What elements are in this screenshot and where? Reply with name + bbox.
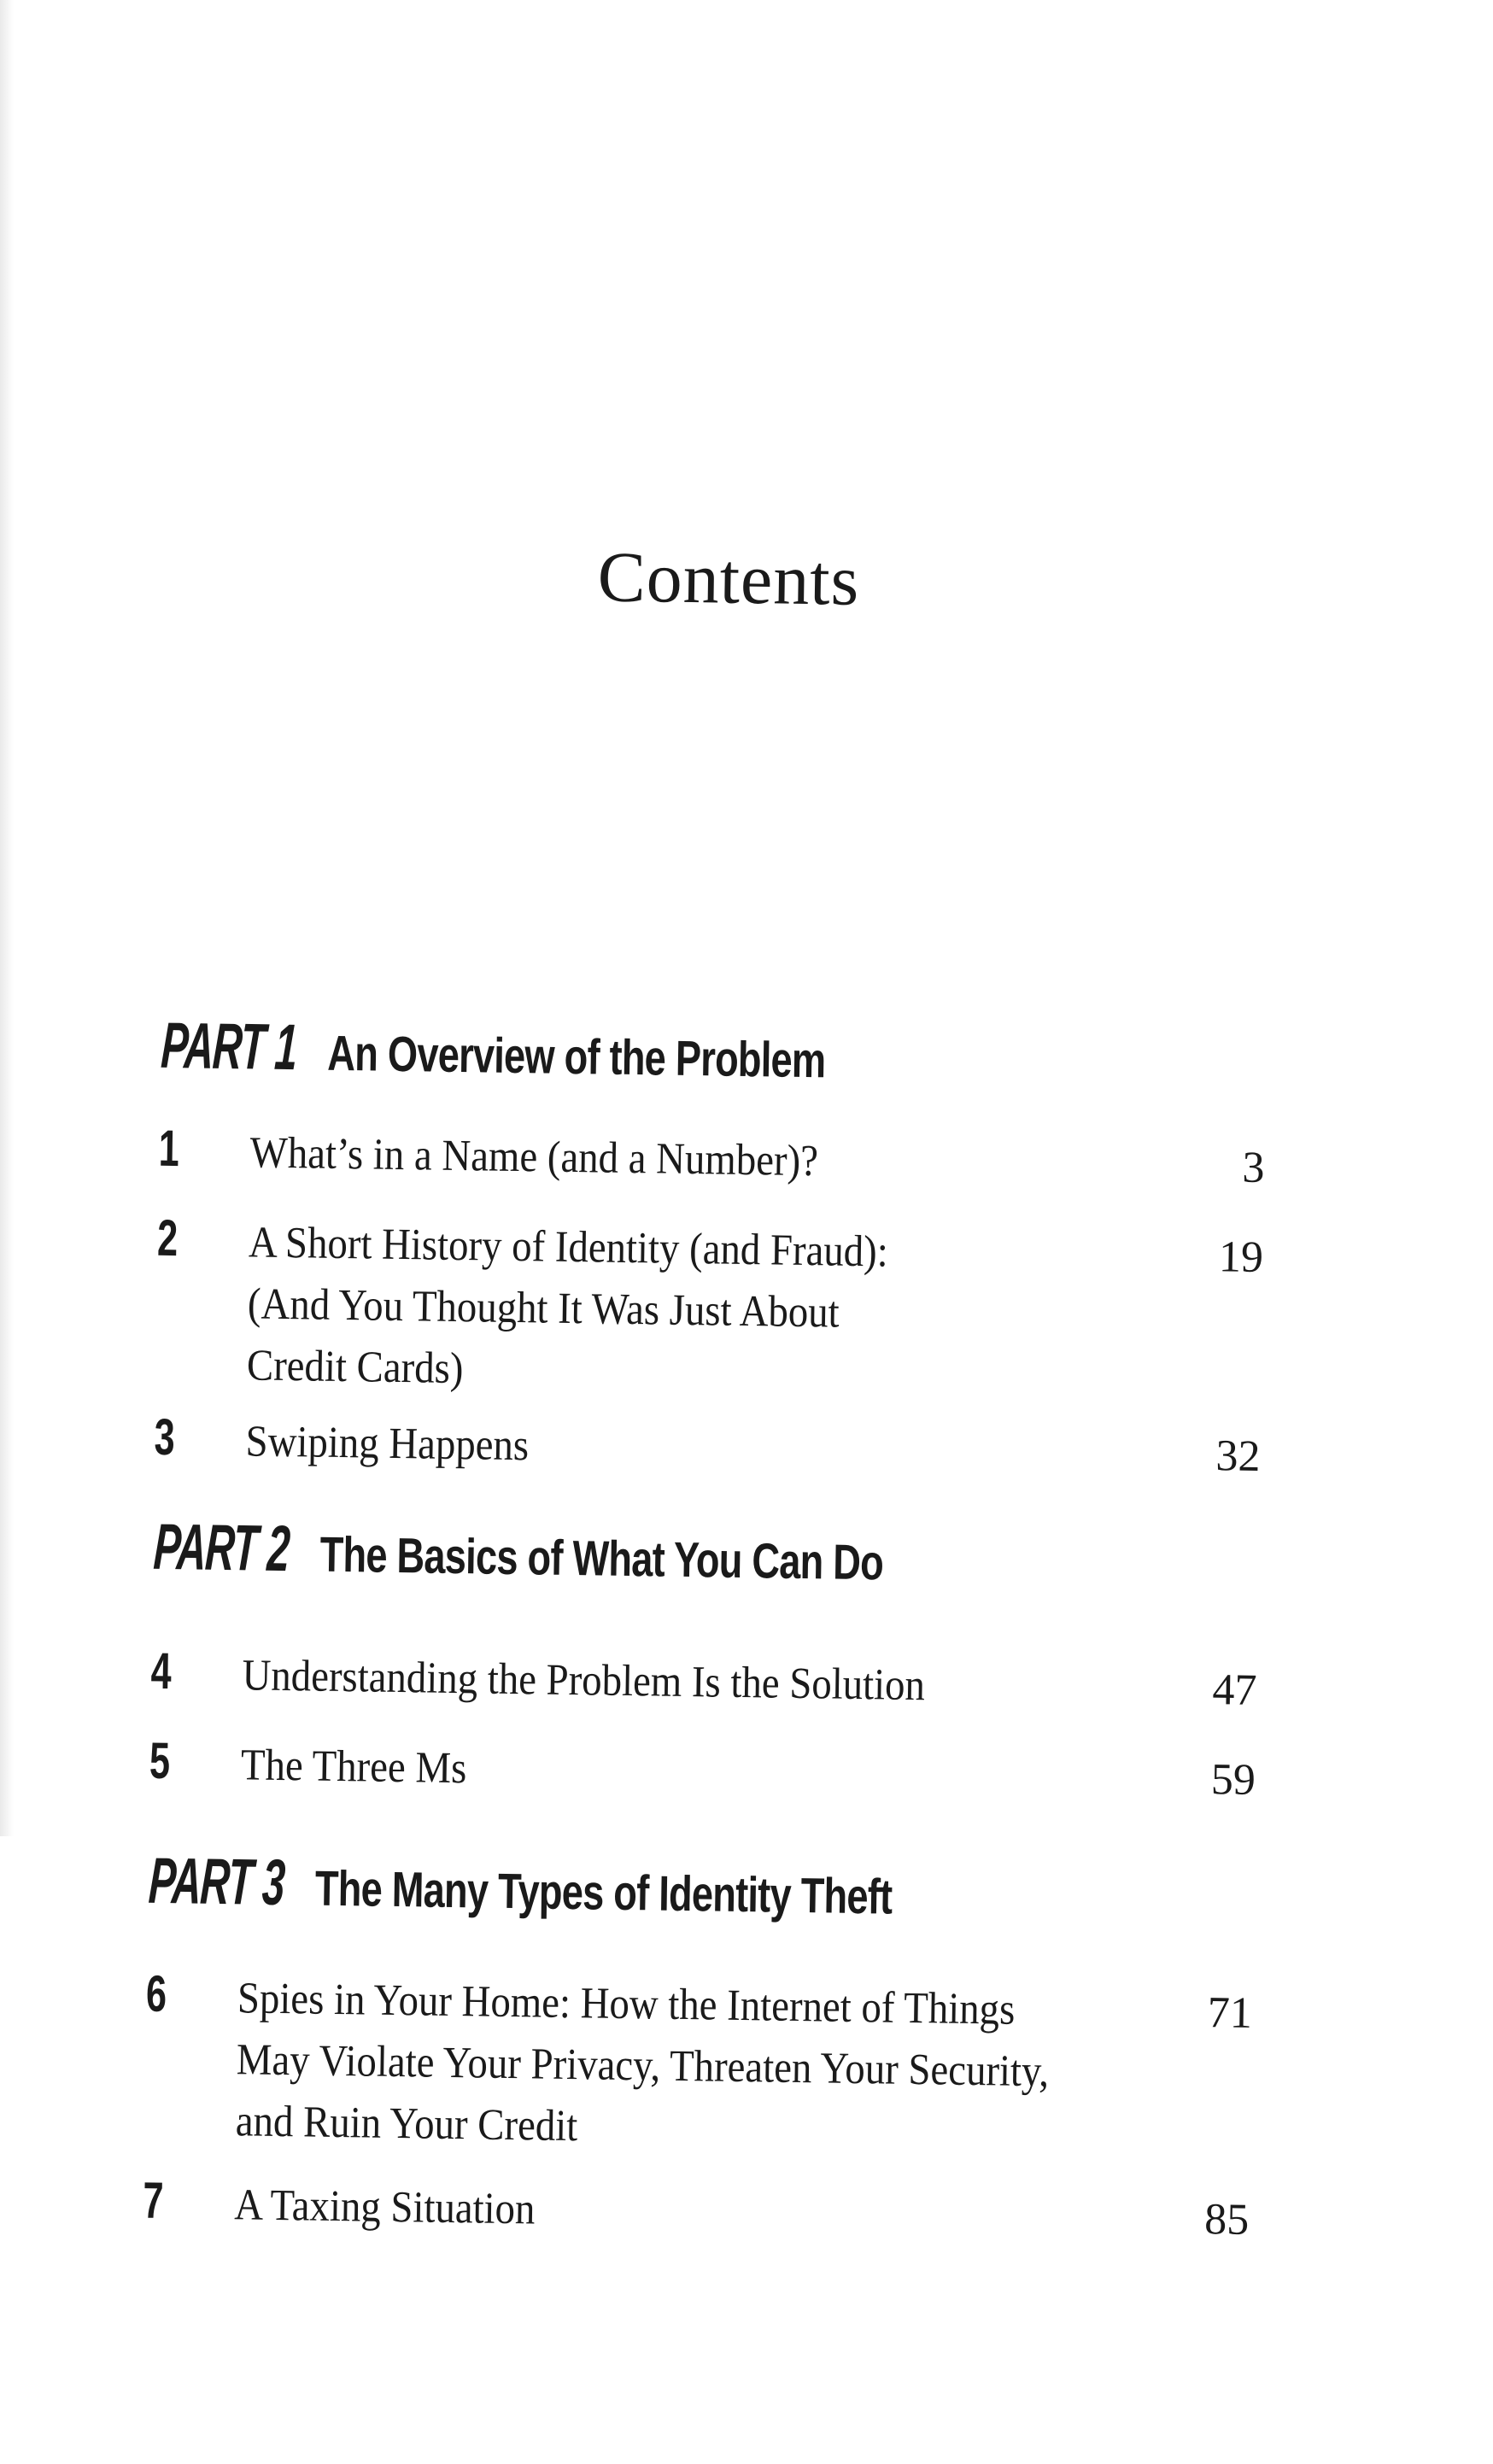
chapter-title-line: (And You Thought It Was Just About xyxy=(247,1279,840,1337)
page-title: Contents xyxy=(597,537,861,621)
chapter-entry-1 xyxy=(158,1118,1265,1199)
page-number: 19 xyxy=(1218,1232,1264,1282)
chapter-title-line: Swiping Happens xyxy=(245,1417,530,1471)
chapter-number: 3 xyxy=(154,1408,176,1466)
chapter-number: 1 xyxy=(158,1119,180,1178)
chapter-title-line: A Short History of Identity (and Fraud): xyxy=(248,1218,889,1277)
chapter-title xyxy=(249,1122,1180,1197)
chapter-title-line: What’s in a Name (and a Number)? xyxy=(249,1128,819,1186)
chapter-title-line: Spies in Your Home: How the Internet of Things xyxy=(237,1974,1016,2034)
page-number: 3 xyxy=(1242,1143,1265,1192)
chapter-number: 7 xyxy=(142,2171,164,2230)
chapter-title xyxy=(241,1735,1171,1810)
part-label: PART 1 xyxy=(159,1009,299,1085)
chapter-title-line: Understanding the Problem Is the Solution xyxy=(242,1651,926,1711)
page-number: 59 xyxy=(1210,1755,1256,1805)
part-label: PART 2 xyxy=(152,1510,291,1586)
part-heading-3 xyxy=(147,1844,1055,1928)
chapter-title-line: The Three Ms xyxy=(240,1741,467,1794)
chapter-title-line: A Taxing Situation xyxy=(233,2180,536,2234)
page-number: 85 xyxy=(1203,2195,1250,2245)
chapter-entry-5 xyxy=(149,1730,1256,1811)
chapter-number: 2 xyxy=(156,1209,179,1267)
chapter-entry-3 xyxy=(154,1407,1261,1488)
chapter-title xyxy=(242,1645,1172,1720)
part-heading-1 xyxy=(159,1009,967,1091)
chapter-title xyxy=(235,1968,1167,2166)
chapter-title xyxy=(246,1212,1178,1410)
part-label: PART 3 xyxy=(147,1844,286,1920)
page-number: 47 xyxy=(1212,1665,1257,1715)
page-number: 32 xyxy=(1215,1431,1261,1481)
page-number: 71 xyxy=(1207,1988,1253,2038)
chapter-entry-6 xyxy=(143,1964,1252,2168)
part-title: The Many Types of Identity Theft xyxy=(314,1860,893,1925)
chapter-entry-4 xyxy=(150,1641,1257,1722)
chapter-entry-7 xyxy=(143,2170,1250,2251)
chapter-title xyxy=(245,1411,1175,1486)
part-title: The Basics of What You Can Do xyxy=(319,1526,884,1591)
chapter-title-line: and Ruin Your Credit xyxy=(235,2097,578,2151)
chapter-title-line: Credit Cards) xyxy=(246,1341,464,1394)
chapter-title-line: May Violate Your Privacy, Threaten Your Security, xyxy=(236,2035,1050,2097)
chapter-number: 5 xyxy=(149,1731,171,1790)
chapter-number: 4 xyxy=(150,1642,173,1700)
chapter-title xyxy=(234,2174,1164,2250)
part-title: An Overview of the Problem xyxy=(326,1025,826,1089)
part-heading-2 xyxy=(152,1510,1042,1593)
chapter-entry-2 xyxy=(155,1208,1263,1412)
chapter-number: 6 xyxy=(145,1964,167,2023)
